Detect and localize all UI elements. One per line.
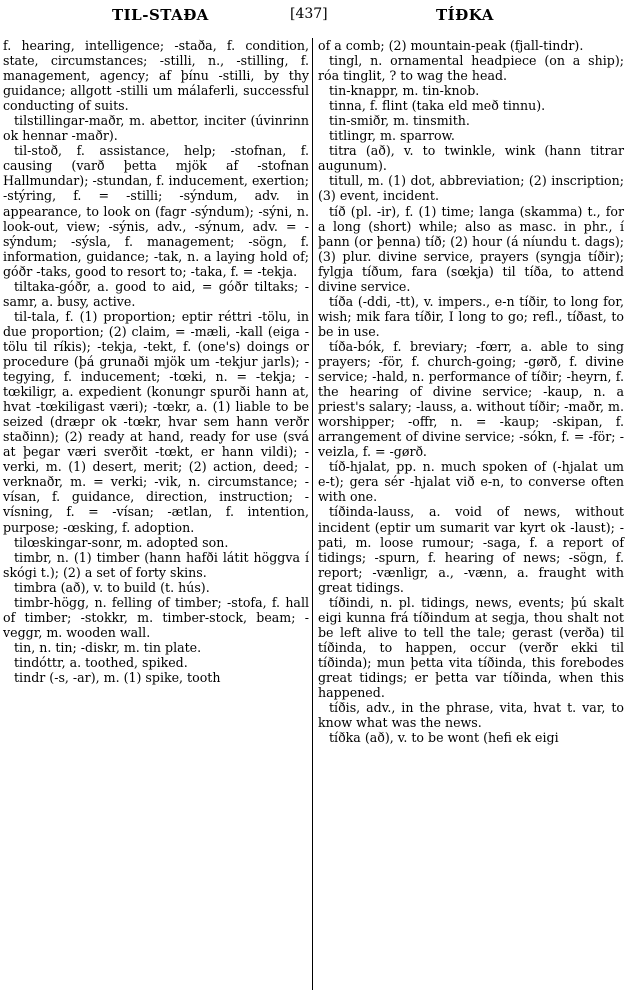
right-column xyxy=(318,38,624,745)
dictionary-entry: timbra (að), v. to build (t. hús). xyxy=(14,579,210,595)
dictionary-entry: tin-smiðr, m. tinsmith. xyxy=(329,113,470,129)
dictionary-entry: of a comb; (2) mountain-peak (fjall-tindr). xyxy=(318,38,584,53)
page-header xyxy=(0,4,625,26)
dictionary-entry: tíð-hjalat, pp. n. much spoken of (-hjalat um e-t); gera sér -hjalat við e-n, to converse often with one. xyxy=(318,459,624,505)
left-column xyxy=(3,38,309,685)
page-number: [437] xyxy=(290,6,328,22)
dictionary-entry: timbr, n. (1) timber (hann hafði látit höggva í skógi t.); (2) a set of forty skins. xyxy=(3,549,309,580)
dictionary-entry: timbr-högg, n. felling of timber; -stofa, f. hall of timber; -stokkr, m. timber-stock, beam; -veggr, m. wooden wall. xyxy=(3,594,309,640)
dictionary-entry: tilstillingar-maðr, m. abettor, inciter (úvinrinn ok hennar -maðr). xyxy=(3,113,309,144)
dictionary-entry: tindr (-s, -ar), m. (1) spike, tooth xyxy=(14,669,221,685)
dictionary-entry: til-tala, f. (1) proportion; eptir réttri -tölu, in due proportion; (2) claim, = -mæli, -kall (eiga -tölu til ríkis); -tekja, -tekt, f. (one's) doings or procedure (þá grunaði mjök um -tekjur jarls); -tegying, f. inducement; -tœki, n. = -tekja; -tœkiligr, a. expedient (konungr spurði hann at, hvat -tœkiligast væri); -tœkr, a. (1) liable to be seized (dræpr ok -tœkr, hvar sem hann verðr staðinn); (2) ready at hand, ready for use (svá at þegar væri sverðit -tœkt, er hann vildi); -verki, m. (1) desert, merit; (2) action, deed; -verknaðr, m. = verki; -vik, n. circumstance; -vísan, f. guidance, direction, instruction; -vísning, f. = -vísan; -ætlan, f. intention, purpose; -œsking, f. adoption. xyxy=(3,308,309,535)
dictionary-entry: tíð (pl. -ir), f. (1) time; langa (skamma) t., for a long (short) while; also as masc. in phr., í þann (or þenna) tíð; (2) hour (á níundu t. dags); (3) plur. divine service, prayers (syngja tíðir); fylgja tíðum, fara (sœkja) til tíða, to attend divine service. xyxy=(318,203,624,294)
header-left-guideword: TIL-STAÐA xyxy=(112,6,209,24)
dictionary-entry: tíðinda-lauss, a. void of news, without incident (eptir um sumarit var kyrt ok -laust); -pati, m. loose rumour; -saga, f. a report of tidings; -spurn, f. hearing of news; -sögn, f. report; -vænligr, a., -vænn, a. fraught with great tidings. xyxy=(318,504,624,595)
dictionary-entry: tin-knappr, m. tin-knob. xyxy=(329,83,480,99)
dictionary-entry: tíða-bók, f. breviary; -fœrr, a. able to sing prayers; -för, f. church-going; -gørð, f. divine service; -hald, n. performance of tíðir; -heyrn, f. the hearing of divine service; -kaup, n. a priest's salary; -lauss, a. without tíðir; -maðr, m. worshipper; -offr, n. = -kaup; -skipan, f. arrangement of divine service; -sókn, f. = -för; -veizla, f. = -gørð. xyxy=(318,338,624,460)
dictionary-entry: tíðka (að), v. to be wont (hefi ek eigi xyxy=(329,730,559,746)
dictionary-entry: titlingr, m. sparrow. xyxy=(329,128,455,144)
dictionary-entry: tíðindi, n. pl. tidings, news, events; þú skalt eigi kunna frá tíðindum at segja, thou shalt not be left alive to tell the tale; gerast (verða) til tíðinda, to happen, occur (verðr ekki til tíðinda); mun þetta vita tíðinda, this forebodes great tidings; er þetta var tíðinda, when this happened. xyxy=(318,594,624,701)
dictionary-entry: tinna, f. flint (taka eld með tinnu). xyxy=(329,98,546,114)
dictionary-entry: tin, n. tin; -diskr, m. tin plate. xyxy=(14,639,202,655)
column-divider xyxy=(312,38,313,990)
header-right-guideword: TÍÐKA xyxy=(436,6,494,24)
dictionary-entry: tilœskingar-sonr, m. adopted son. xyxy=(14,534,229,550)
dictionary-entry: tíðis, adv., in the phrase, vita, hvat t. var, to know what was the news. xyxy=(318,700,624,731)
dictionary-entry: tingl, n. ornamental headpiece (on a ship); róa tinglit, ? to wag the head. xyxy=(318,53,624,84)
dictionary-entry: titra (að), v. to twinkle, wink (hann titrar augunum). xyxy=(318,143,624,174)
dictionary-entry: til-stoð, f. assistance, help; -stofnan, f. causing (varð þetta mjök af -stofnan Hallmundar); -stundan, f. inducement, exertion; -stýring, f. = -stilli; -sýndum, adv. in appearance, to look on (fagr -sýndum); -sýni, n. look-out, view; -sýnis, adv., -sýnum, adv. = -sýndum; -sýsla, f. management; -sögn, f. information, guidance; -tak, n. a laying hold of; góðr -taks, good to resort to; -taka, f. = -tekja. xyxy=(3,143,309,279)
dictionary-entry: f. hearing, intelligence; -staða, f. condition, state, circumstances; -stilli, n., -stilling, f. management, agency; af þínu -stilli, by thy guidance; allgott -stilli um málaferli, successful conducting of suits. xyxy=(3,38,309,114)
dictionary-entry: tiltaka-góðr, a. good to aid, = góðr tiltaks; -samr, a. busy, active. xyxy=(3,278,309,309)
dictionary-entry: titull, m. (1) dot, abbreviation; (2) inscription; (3) event, incident. xyxy=(318,173,624,204)
dictionary-entry: tíða (-ddi, -tt), v. impers., e-n tíðir, to long for, wish; mik fara tíðir, I long to go; refl., tíðast, to be in use. xyxy=(318,293,624,339)
dictionary-entry: tindóttr, a. toothed, spiked. xyxy=(14,654,188,670)
